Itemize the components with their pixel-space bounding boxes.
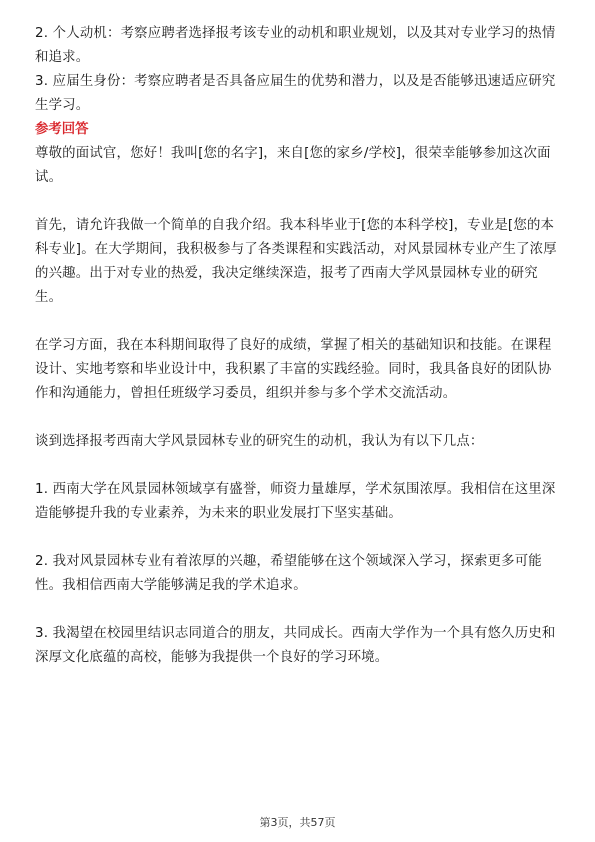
criterion-graduate-status: 3. 应届生身份：考察应聘者是否具备应届生的优势和潜力，以及是否能够迅速适应研究生学习。 — [35, 74, 556, 113]
answer-point-3: 3. 我渴望在校园里结识志同道合的朋友，共同成长。西南大学作为一个具有悠久历史和深厚文化底蕴的高校，能够为我提供一个良好的学习环境。 — [35, 626, 556, 665]
answer-motivation-intro: 谈到选择报考西南大学风景园林专业的研究生的动机，我认为有以下几点： — [35, 434, 484, 449]
paragraph-gap — [35, 406, 561, 430]
answer-heading: 参考回答 — [35, 122, 89, 137]
answer-study: 在学习方面，我在本科期间取得了良好的成绩，掌握了相关的基础知识和技能。在课程设计、实地考察和毕业设计中，我积累了丰富的实践经验。同时，我具备良好的团队协作和沟通能力，曾担任班级学习委员，组织并参与多个学术交流活动。 — [35, 338, 552, 401]
answer-intro: 首先，请允许我做一个简单的自我介绍。我本科毕业于[您的本科学校]，专业是[您的本科专业]。在大学期间，我积极参与了各类课程和实践活动，对风景园林专业产生了浓厚的兴趣。出于对专业的热爱，我决定继续深造，报考了西南大学风景园林专业的研究生。 — [35, 218, 557, 305]
paragraph-gap — [35, 526, 561, 550]
answer-point-2: 2. 我对风景园林专业有着浓厚的兴趣，希望能够在这个领域深入学习，探索更多可能性。我相信西南大学能够满足我的学术追求。 — [35, 554, 542, 593]
answer-greeting: 尊敬的面试官，您好！我叫[您的名字]，来自[您的家乡/学校]，很荣幸能够参加这次面试。 — [35, 146, 551, 185]
paragraph-gap — [35, 454, 561, 478]
paragraph-gap — [35, 310, 561, 334]
paragraph-gap — [35, 190, 561, 214]
answer-point-1: 1. 西南大学在风景园林领域享有盛誉，师资力量雄厚，学术氛围浓厚。我相信在这里深造能够提升我的专业素养，为未来的职业发展打下坚实基础。 — [35, 482, 556, 521]
paragraph-gap — [35, 598, 561, 622]
criterion-motivation: 2. 个人动机：考察应聘者选择报考该专业的动机和职业规划，以及其对专业学习的热情和追求。 — [35, 26, 556, 65]
page-content — [35, 22, 561, 670]
page-footer: 第3页，共57页 — [259, 816, 336, 829]
